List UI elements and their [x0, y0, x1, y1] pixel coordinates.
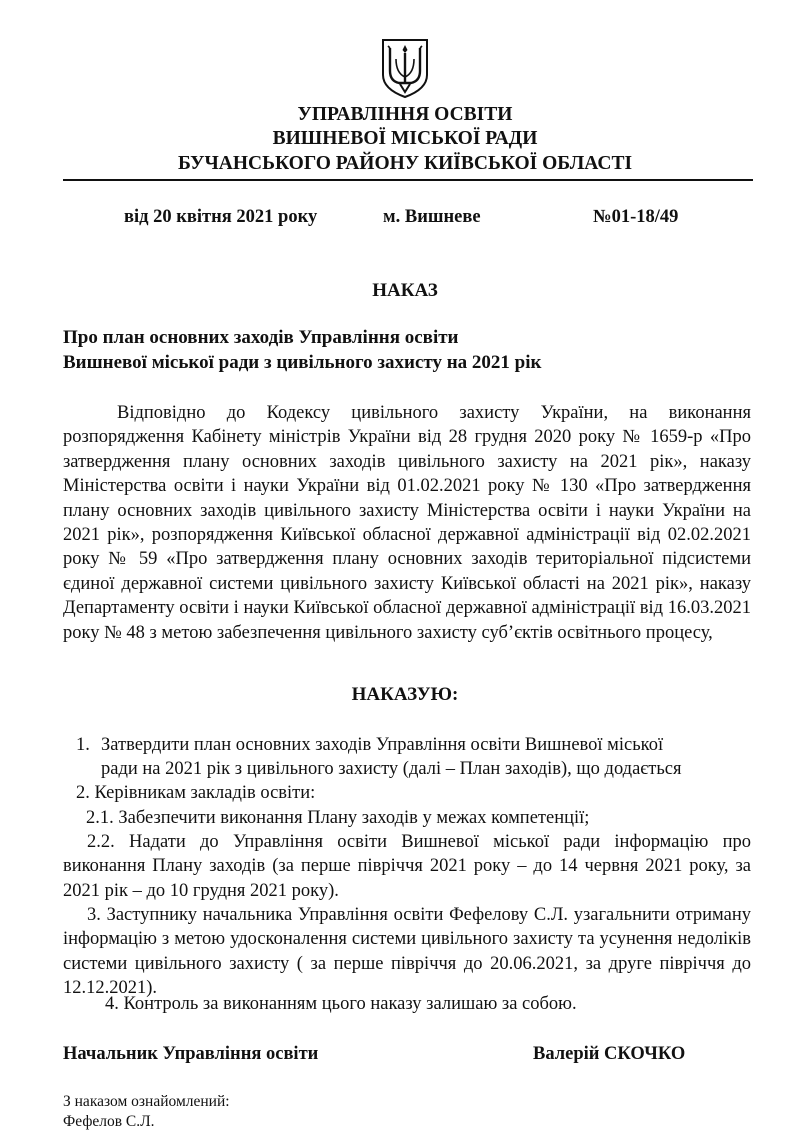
order-date: від 20 квітня 2021 року — [124, 207, 318, 227]
order-number: №01-18/49 — [593, 207, 679, 227]
order-item-2: 2. Керівникам закладів освіти: — [76, 783, 316, 803]
order-item-4: 4. Контроль за виконанням цього наказу залишаю за собою. — [105, 994, 577, 1014]
order-item-3: 3. Заступнику начальника Управління освіти Фефелову С.Л. узагальнити отриману інформацію з метою удосконалення системи цивільного захисту та усунення недоліків системи цивільного захисту ( за перше півріччя до 20.06.2021, за друге півріччя до 12.12.2021). — [63, 905, 751, 999]
order-item-2-2: 2.2. Надати до Управління освіти Вишневої міської ради інформацію про виконання Плану заходів (за перше півріччя 2021 року – до 14 червня 2021 року, за 2021 рік – до 10 грудня 2021 року). — [63, 832, 751, 901]
signatory-name: Валерій СКОЧКО — [533, 1044, 686, 1064]
signatory-role: Начальник Управління освіти — [63, 1044, 319, 1064]
header-line-2: ВИШНЕВОЇ МІСЬКОЇ РАДИ — [272, 128, 538, 149]
order-item-1-line-1: Затвердити план основних заходів Управління освіти Вишневої міської — [101, 735, 664, 755]
header-line-3: БУЧАНСЬКОГО РАЙОНУ КИЇВСЬКОЇ ОБЛАСТІ — [177, 153, 633, 174]
acknowledgement-label: З наказом ознайомлений: — [63, 1093, 230, 1110]
order-item-1 — [76, 733, 751, 782]
subject-line-2: Вишневої міської ради з цивільного захисту на 2021 рік — [63, 352, 542, 373]
order-item-1-line-2: ради на 2021 рік з цивільного захисту (далі – План заходів), що додається — [101, 759, 682, 780]
order-city: м. Вишневе — [383, 207, 481, 227]
order-item-1-number: 1. — [76, 735, 90, 755]
intro-paragraph: Відповідно до Кодексу цивільного захисту України, на виконання розпорядження Кабінету міністрів України від 28 грудня 2020 року № 1659-р «Про затвердження плану основних заходів цивільного захисту на 2021 рік», наказу Міністерства освіти і науки України від 01.02.2021 року № 130 «Про затвердження плану основних заходів цивільного захисту Міністерства освіти і науки України на 2021 рік», розпорядження Київської обласної державної адміністрації від 02.02.2021 року № 59 «Про затвердження плану основних заходів територіальної підсистеми єдиної державної системи цивільного захисту Київської області на 2021 рік», наказу Департаменту освіти і науки Київської обласної державної адміністрації від 16.03.2021 року № 48 з метою забезпечення цивільного захисту суб’єктів освітнього процесу, — [63, 403, 751, 643]
header-line-1: УПРАВЛІННЯ ОСВІТИ — [297, 104, 513, 125]
header-divider — [63, 179, 753, 181]
order-item-2-1: 2.1. Забезпечити виконання Плану заходів у межах компетенції; — [86, 808, 590, 828]
subject-line-1: Про план основних заходів Управління освіти — [63, 327, 459, 348]
document-title: НАКАЗ — [372, 280, 438, 301]
acknowledgement-name: Фефелов С.Л. — [63, 1113, 155, 1130]
order-heading: НАКАЗУЮ: — [351, 684, 459, 705]
trident-emblem-icon — [379, 37, 431, 99]
